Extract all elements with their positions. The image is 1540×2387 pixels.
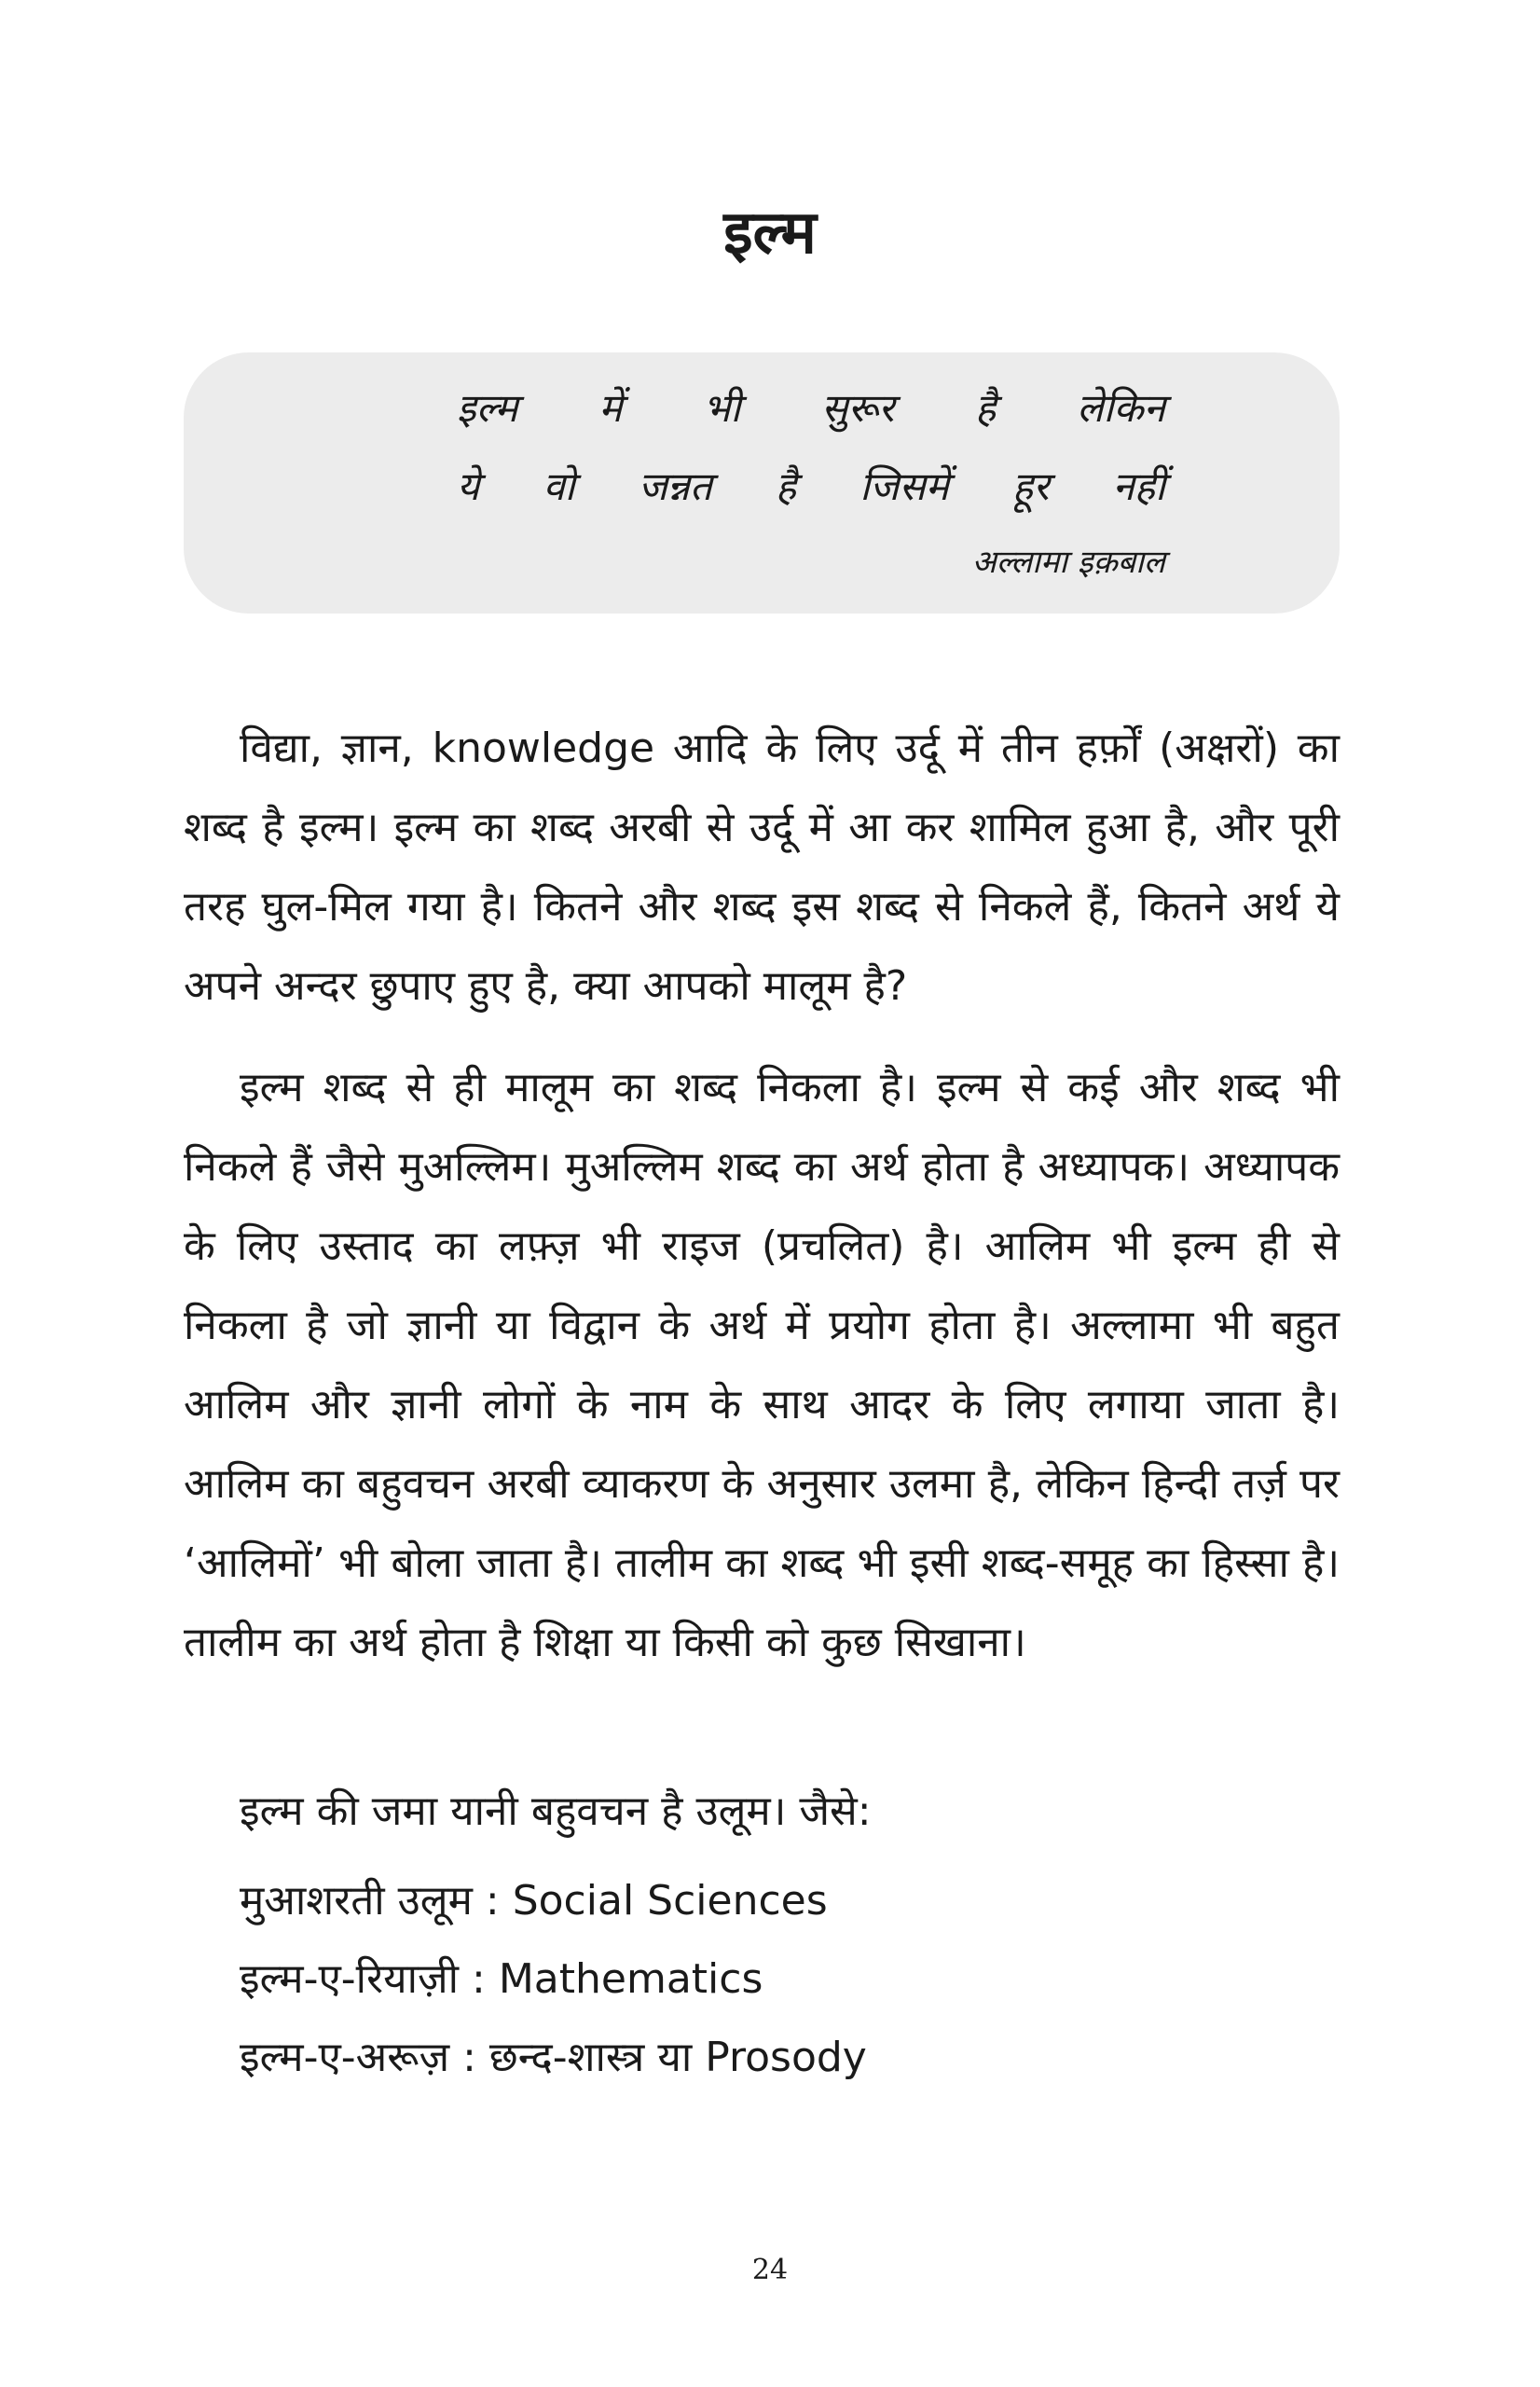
quote-verse-line-1: [457, 380, 1165, 436]
verse-word: ये: [457, 463, 480, 509]
verse-word: में: [598, 385, 623, 431]
quote-verse-line-2: [457, 459, 1165, 515]
paragraph-intro: विद्या, ज्ञान, knowledge आदि के लिए उर्दू में तीन हर्फ़ों (अक्षरों) का शब्द है इल्म। इल्म का शब्द अरबी से उर्दू में आ कर शामिल हुआ है, और पूरी तरह घुल-मिल गया है। कितने और शब्द इस शब्द से निकले हैं, कितने अर्थ ये अपने अन्दर छुपाए हुए है, क्या आपको मालूम है?: [184, 724, 1340, 1010]
verse-word: जन्नत: [638, 463, 712, 509]
verse-word: इल्म: [457, 385, 518, 431]
verse-word: हूर: [1011, 463, 1050, 509]
verse-word: सुरूर: [821, 385, 895, 431]
page-number: 24: [751, 2254, 789, 2286]
verse-word: है: [975, 385, 997, 431]
examples-list: [240, 1862, 1265, 2097]
verse-word: जिसमें: [859, 463, 949, 509]
list-item: इल्म-ए-अरूज़ : छन्द-शास्त्र या Prosody: [240, 2034, 867, 2081]
verse-word: लेकिन: [1077, 385, 1165, 431]
verse-word: है: [775, 463, 797, 509]
verse-word: नहीं: [1112, 463, 1165, 509]
verse-word: भी: [703, 385, 741, 431]
list-item: इल्म-ए-रियाज़ी : Mathematics: [240, 1955, 763, 2003]
verse-word: वो: [543, 463, 575, 509]
page-title: इल्म: [723, 199, 817, 268]
list-item: मुआशरती उलूम : Social Sciences: [240, 1877, 828, 1925]
quote-attribution: अल्लामा इक़बाल: [971, 544, 1165, 581]
paragraph-derived-words: इल्म शब्द से ही मालूम का शब्द निकला है। इल्म से कई और शब्द भी निकले हैं जैसे मुअल्लिम। मुअल्लिम शब्द का अर्थ होता है अध्यापक। अध्यापक के लिए उस्ताद का लफ़्ज़ भी राइज (प्रचलित) है। आलिम भी इल्म ही से निकला है जो ज्ञानी या विद्वान के अर्थ में प्रयोग होता है। अल्लामा भी बहुत आलिम और ज्ञानी लोगों के नाम के साथ आदर के लिए लगाया जाता है। आलिम का बहुवचन अरबी व्याकरण के अनुसार उलमा है, लेकिन हिन्दी तर्ज़ पर ‘आलिमों’ भी बोला जाता है। तालीम का शब्द भी इसी शब्द-समूह का हिस्सा है। तालीम का अर्थ होता है शिक्षा या किसी को कुछ सिखाना।: [184, 1064, 1340, 1666]
paragraph-plural: इल्म की जमा यानी बहुवचन है उलूम। जैसे:: [240, 1787, 872, 1835]
